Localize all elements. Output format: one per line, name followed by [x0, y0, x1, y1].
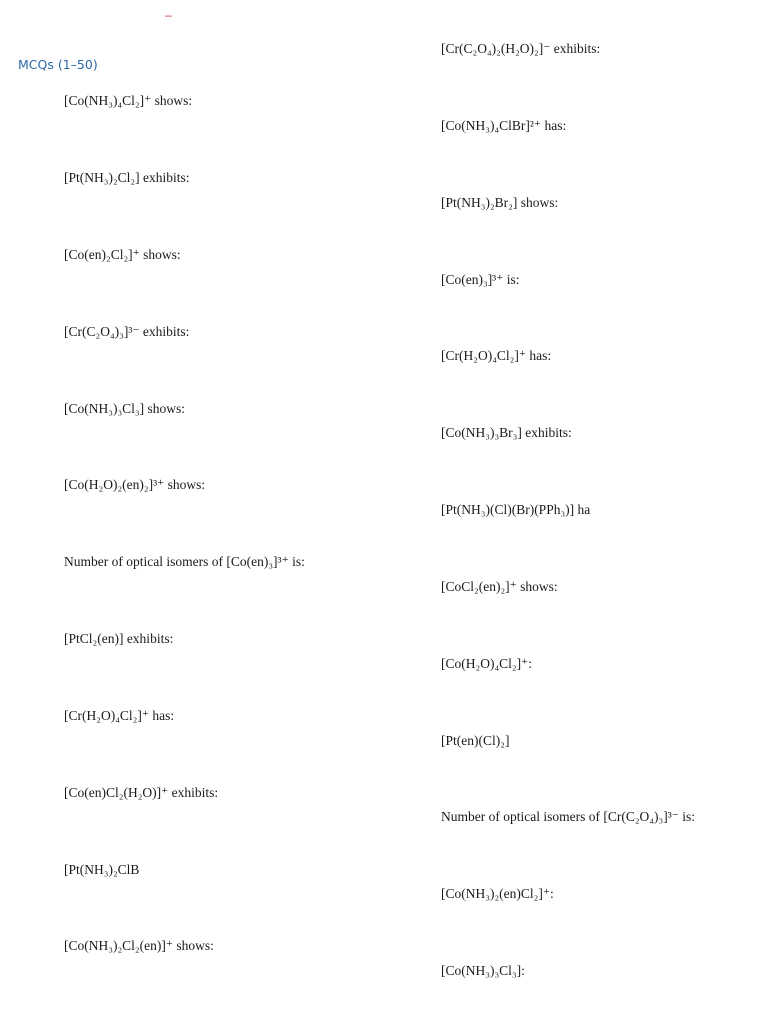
question-left-3: [Co(en)₂Cl₂]⁺ shows: [64, 247, 181, 262]
question-left-11: [Pt(NH₃)₂ClB [64, 862, 140, 877]
question-right-11: Number of optical isomers of [Cr(C₂O₄)₃]³⁻ is: [441, 809, 695, 824]
section-heading: MCQs (1–50) [18, 57, 98, 72]
question-left-2: [Pt(NH₃)₂Cl₂] exhibits: [64, 170, 190, 185]
question-left-7: Number of optical isomers of [Co(en)₃]³⁺ is: [64, 554, 305, 569]
question-left-6: [Co(H₂O)₂(en)₂]³⁺ shows: [64, 477, 206, 492]
question-left-9: [Cr(H₂O)₄Cl₂]⁺ has: [64, 708, 175, 723]
question-left-12: [Co(NH₃)₂Cl₂(en)]⁺ shows: [64, 938, 214, 953]
question-right-9: [Co(H₂O)₄Cl₂]⁺: [441, 656, 532, 671]
question-right-13: [Co(NH₃)₃Cl₃]: [441, 963, 525, 978]
question-right-3: [Pt(NH₃)₂Br₂] shows: [441, 195, 559, 210]
question-right-4: [Co(en)₃]³⁺ is: [441, 272, 520, 287]
question-left-5: [Co(NH₃)₃Cl₃] shows: [64, 401, 185, 416]
question-right-2: [Co(NH₃)₄ClBr]²⁺ has: [441, 118, 567, 133]
question-right-12: [Co(NH₃)₂(en)Cl₂]⁺: [441, 886, 554, 901]
question-left-10: [Co(en)Cl₂(H₂O)]⁺ exhibits: [64, 785, 219, 800]
question-right-10: [Pt(en)(Cl)₂] [441, 733, 510, 748]
question-right-7: [Pt(NH₃)(Cl)(Br)(PPh₃)] ha [441, 502, 591, 517]
question-left-1: [Co(NH₃)₄Cl₂]⁺ shows: [64, 93, 193, 108]
question-right-5: [Cr(H₂O)₄Cl₂]⁺ has: [441, 348, 552, 363]
question-right-1: [Cr(C₂O₄)₂(H₂O)₂]⁻ exhibits: [441, 41, 601, 56]
question-right-8: [CoCl₂(en)₂]⁺ shows: [441, 579, 558, 594]
question-left-4: [Cr(C₂O₄)₃]³⁻ exhibits: [64, 324, 190, 339]
question-left-8: [PtCl₂(en)] exhibits: [64, 631, 174, 646]
question-right-6: [Co(NH₃)₃Br₃] exhibits: [441, 425, 572, 440]
red-mark: – [165, 8, 172, 22]
